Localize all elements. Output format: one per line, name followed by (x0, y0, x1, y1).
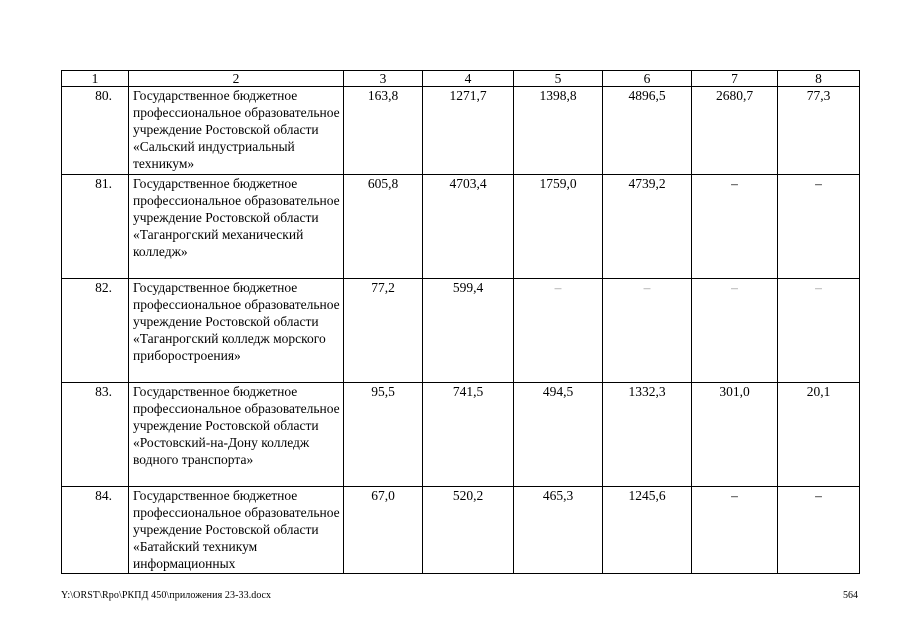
table-row (62, 279, 860, 383)
cell-col8: – (778, 487, 860, 574)
institution-name: Государственное бюджетное профессиональное образовательное учреждение Ростовской области «Батайский техникум информационных (133, 488, 340, 571)
institution-name: Государственное бюджетное профессиональное образовательное учреждение Ростовской области «Таганрогский механический колледж» (129, 175, 344, 279)
cell-col8: – (778, 279, 860, 383)
header-row (62, 71, 860, 87)
cell-col5: 494,5 (514, 383, 603, 487)
row-number: 80. (62, 87, 129, 175)
table-row (62, 487, 860, 574)
footer-file-path: Y:\ORST\Rpo\РКПД 450\приложения 23-33.docx (61, 590, 272, 601)
col-header-3: 3 (344, 71, 423, 87)
cell-col6: – (603, 279, 692, 383)
cell-col6: 1245,6 (603, 487, 692, 574)
col-header-5: 5 (514, 71, 603, 87)
cell-col5: 465,3 (514, 487, 603, 574)
institution-name-cell (129, 487, 344, 574)
cell-col4: 599,4 (423, 279, 514, 383)
table-row (62, 175, 860, 279)
cell-col6: 4896,5 (603, 87, 692, 175)
cell-col5: – (514, 279, 603, 383)
col-header-7: 7 (692, 71, 778, 87)
row-number: 81. (62, 175, 129, 279)
page-number: 564 (843, 590, 858, 601)
table-row (62, 87, 860, 175)
cell-col3: 163,8 (344, 87, 423, 175)
col-header-6: 6 (603, 71, 692, 87)
row-number: 83. (62, 383, 129, 487)
cell-col7: – (692, 279, 778, 383)
cell-col8: – (778, 175, 860, 279)
cell-col3: 67,0 (344, 487, 423, 574)
institution-name: Государственное бюджетное профессиональное образовательное учреждение Ростовской области «Таганрогский колледж морского приборостроения» (129, 279, 344, 383)
cell-col7: – (692, 487, 778, 574)
row-number: 82. (62, 279, 129, 383)
institution-name: Государственное бюджетное профессиональное образовательное учреждение Ростовской области «Ростовский-на-Дону колледж водного транспорта» (129, 383, 344, 487)
cell-col3: 77,2 (344, 279, 423, 383)
cell-col4: 1271,7 (423, 87, 514, 175)
col-header-8: 8 (778, 71, 860, 87)
cell-col8: 20,1 (778, 383, 860, 487)
cell-col5: 1398,8 (514, 87, 603, 175)
col-header-2: 2 (129, 71, 344, 87)
cell-col5: 1759,0 (514, 175, 603, 279)
budget-table (61, 70, 860, 574)
cell-col6: 4739,2 (603, 175, 692, 279)
cell-col7: 301,0 (692, 383, 778, 487)
cell-col8: 77,3 (778, 87, 860, 175)
cell-col4: 4703,4 (423, 175, 514, 279)
cell-col3: 605,8 (344, 175, 423, 279)
cell-col6: 1332,3 (603, 383, 692, 487)
row-number: 84. (62, 487, 129, 574)
cell-col7: 2680,7 (692, 87, 778, 175)
col-header-4: 4 (423, 71, 514, 87)
col-header-1: 1 (62, 71, 129, 87)
cell-col7: – (692, 175, 778, 279)
cell-col4: 741,5 (423, 383, 514, 487)
cell-col4: 520,2 (423, 487, 514, 574)
table-row (62, 383, 860, 487)
cell-col3: 95,5 (344, 383, 423, 487)
institution-name: Государственное бюджетное профессиональное образовательное учреждение Ростовской области «Сальский индустриальный техникум» (129, 87, 344, 175)
